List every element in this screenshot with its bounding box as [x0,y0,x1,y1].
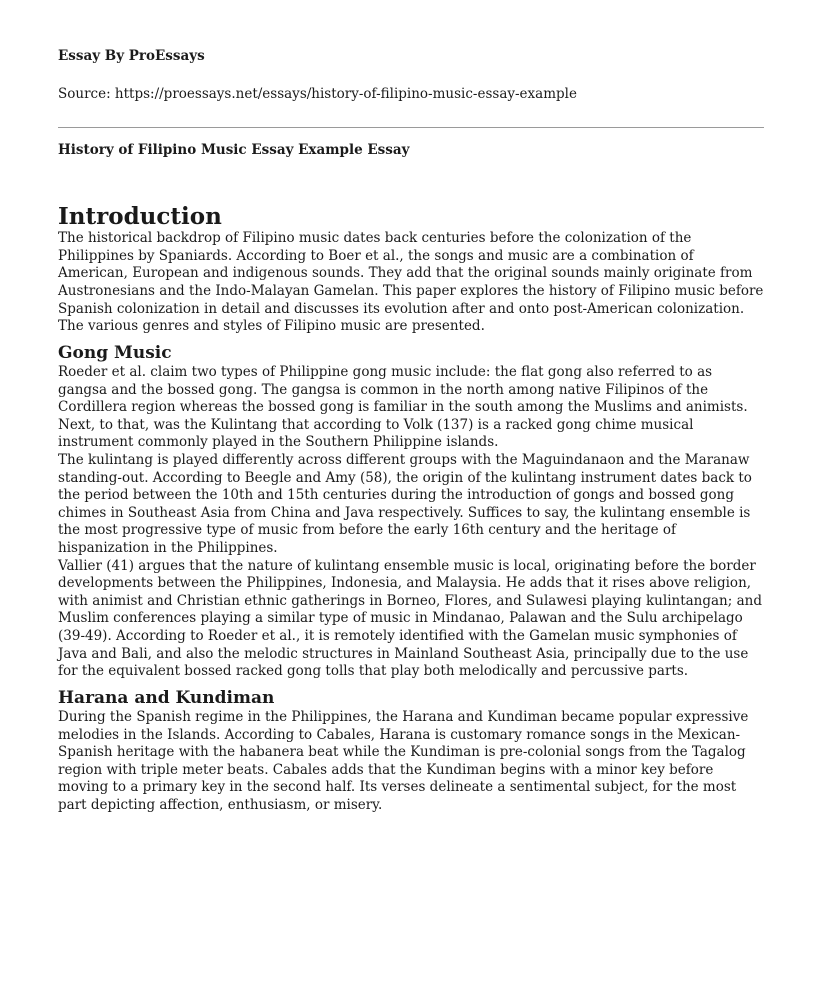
document-title: History of Filipino Music Essay Example Essay [58,142,410,159]
heading-gong-music: Gong Music [58,342,172,363]
essay-page [58,48,764,815]
paragraph: During the Spanish regime in the Philippines, the Harana and Kundiman became popular expressive melodies in the Islands. According to Cabales, Harana is customary romance songs in the Mexican-Spanish heritage with the habanera beat while the Kundiman is pre-colonial songs from the Tagalog region with triple meter beats. Cabales adds that the Kundiman begins with a minor key before moving to a primary key in the second half. Its verses delineate a sentimental subject, for the most part depicting affection, enthusiasm, or misery. [58,708,749,813]
header-divider [58,127,764,128]
essay-byline: Essay By ProEssays [58,48,205,64]
source-line: Source: https://proessays.net/essays/history-of-filipino-music-essay-example [58,85,577,102]
paragraph: Vallier (41) argues that the nature of kulintang ensemble music is local, originating before the border developments between the Philippines, Indonesia, and Malaysia. He adds that it rises above religion, with animist and Christian ethnic gatherings in Borneo, Flores, and Sulawesi playing kulintangan; and Muslim conferences playing a similar type of music in Mindanao, Palawan and the Sulu archipelago (39-49). According to Roeder et al., it is remotely identified with the Gamelan music symphonies of Java and Bali, and also the melodic structures in Mainland Southeast Asia, principally due to the use for the equivalent bossed racked gong tolls that play both melodically and percussive parts. [58,557,762,680]
paragraph: The historical backdrop of Filipino music dates back centuries before the colonization of the Philippines by Spaniards. According to Boer et al., the songs and music are a combination of American, European and indigenous sounds. They add that the original sounds mainly originate from Austronesians and the Indo-Malayan Gamelan. This paper explores the history of Filipino music before Spanish colonization in detail and discusses its evolution after and onto post-American colonization. The various genres and styles of Filipino music are presented. [58,230,764,335]
heading-introduction: Introduction [58,202,222,230]
paragraph: Roeder et al. claim two types of Philippine gong music include: the flat gong also referred to as gangsa and the bossed gong. The gangsa is common in the north among native Filipinos of the Cordillera region whereas the bossed gong is familiar in the south among the Muslims and animists. Next, to that, was the Kulintang that according to Volk (137) is a racked gong chime musical instrument commonly played in the Southern Philippine islands. [58,364,748,451]
paragraph: The kulintang is played differently across different groups with the Maguindanaon and the Maranaw standing-out. According to Beegle and Amy (58), the origin of the kulintang instrument dates back to the period between the 10th and 15th centuries during the introduction of gongs and bossed gong chimes in Southeast Asia from China and Java respectively. Suffices to say, the kulintang ensemble is the most progressive type of music from before the early 16th century and the heritage of hispanization in the Philippines. [58,452,752,556]
heading-harana-and-kundiman: Harana and Kundiman [58,687,275,708]
